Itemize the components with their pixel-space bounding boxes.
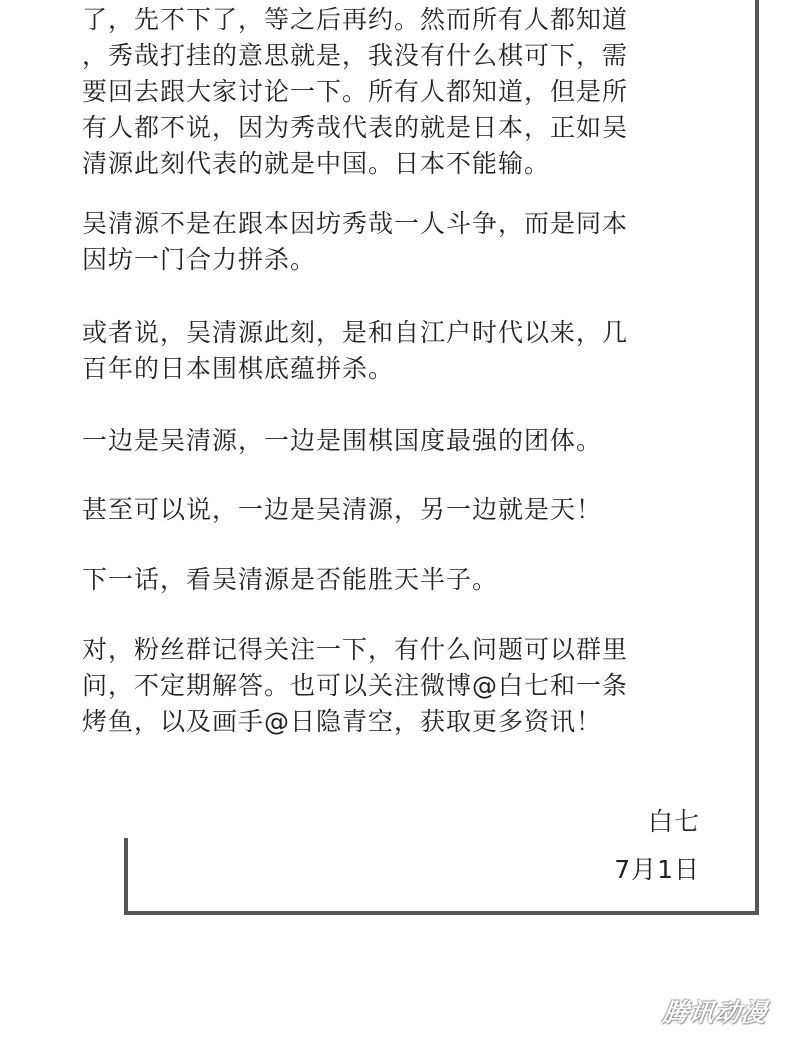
- text-line: 清源此刻代表的就是中国。日本不能输。: [82, 149, 551, 178]
- tencent-comic-watermark-logo: 腾讯动漫: [661, 998, 770, 1027]
- text-line: 或者说，吴清源此刻，是和自江户时代以来，几: [82, 318, 629, 347]
- text-line: 百年的日本围棋底蕴拼杀。: [82, 354, 395, 383]
- text-line: 因坊一门合力拼杀。: [82, 245, 317, 274]
- paragraph-4: [82, 423, 722, 459]
- text-line: 有人都不说，因为秀哉代表的就是日本，正如吴: [82, 113, 629, 142]
- text-line: ，秀哉打挂的意思就是，我没有什么棋可下，需: [82, 41, 629, 70]
- paragraph-6: [82, 562, 722, 598]
- text-line: 吴清源不是在跟本因坊秀哉一人斗争，而是同本: [82, 209, 629, 238]
- text-line: 甚至可以说，一边是吴清源，另一边就是天！: [82, 495, 603, 524]
- signature-date: 7月1日: [614, 855, 700, 884]
- paragraph-7: [82, 632, 722, 740]
- signature-author: 白七: [647, 807, 700, 836]
- text-line: 对，粉丝群记得关注一下，有什么问题可以群里: [82, 635, 629, 664]
- text-line: 烤鱼，以及画手@日隐青空，获取更多资讯！: [82, 707, 603, 736]
- text-line: 了，先不下了，等之后再约。然而所有人都知道: [82, 5, 629, 34]
- text-line: 要回去跟大家讨论一下。所有人都知道，但是所: [82, 77, 629, 106]
- text-line: 下一话，看吴清源是否能胜天半子。: [82, 565, 499, 594]
- paragraph-2: [82, 206, 722, 278]
- paragraph-1: [82, 2, 722, 182]
- text-line: 问，不定期解答。也可以关注微博@白七和一条: [82, 671, 629, 700]
- paragraph-5: [82, 492, 722, 528]
- text-line: 一边是吴清源，一边是围棋国度最强的团体。: [82, 426, 603, 455]
- paragraph-3: [82, 315, 722, 387]
